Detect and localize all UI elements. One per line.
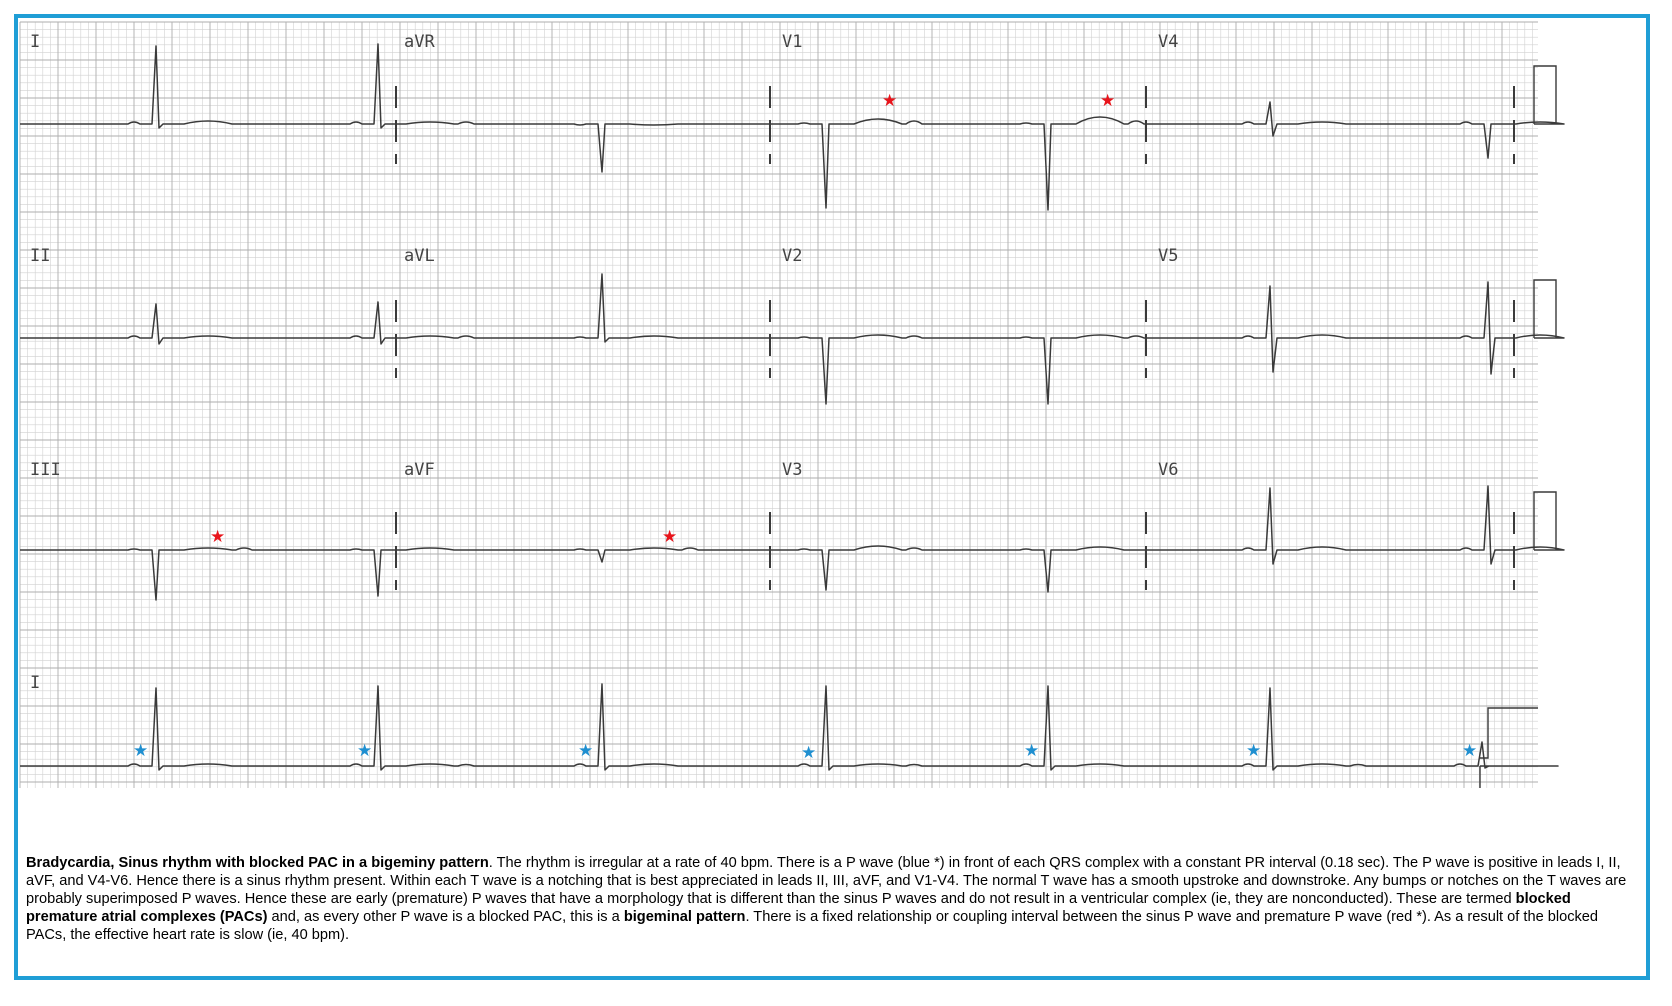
trace-row-3 — [20, 486, 1564, 600]
trace-row-2 — [20, 274, 1564, 404]
figure-caption — [26, 854, 1638, 944]
lead-label-V1: V1 — [782, 32, 803, 52]
trace-row-1 — [20, 44, 1564, 210]
ecg-grid — [20, 22, 1538, 788]
lead-label-aVR: aVR — [404, 32, 435, 52]
lead-label-V2: V2 — [782, 246, 803, 266]
sinus-p-marker: ★ — [357, 741, 373, 761]
sinus-p-marker: ★ — [1246, 741, 1262, 761]
caption-text-2: and, as every other P wave is a blocked PAC, this is a — [267, 909, 624, 925]
lead-label-aVF: aVF — [404, 460, 435, 480]
grid-major — [20, 22, 1538, 788]
sinus-p-marker: ★ — [801, 743, 817, 763]
lead-label-aVL: aVL — [404, 246, 435, 266]
caption-text-1: . The rhythm is irregular at a rate of 40 bpm. There is a P wave (blue *) in front of each QRS complex with a constant PR interval (0.18 sec). The P wave is positive in leads I, II, aVF, and V4-V6. Hence there is a sinus rhythm present. Within each T wave is a notching that is best appreciated in leads II, III, aVF, and V1-V4. The normal T wave has a smooth upstroke and downstroke. Any bumps or notches on the T waves are probably superimposed P waves. Hence these are early (premature) P waves that have a morphology that is different than the sinus P waves and do not result in a ventricular complex (ie, they are nonconducted). These are termed — [26, 855, 1627, 907]
figure-frame — [14, 14, 1650, 980]
caption-text-3: . There is a fixed relationship or coupling interval between the sinus P wave and premature P wave (red *). As a result of the blocked PACs, the effective heart rate is slow (ie, 40 bpm). — [26, 909, 1599, 943]
lead-label-V5: V5 — [1158, 246, 1179, 266]
blocked-pac-marker: ★ — [1100, 91, 1116, 111]
sinus-p-marker: ★ — [1462, 741, 1478, 761]
lead-label-II: II — [30, 246, 51, 266]
blocked-pac-marker: ★ — [882, 91, 898, 111]
ecg-traces — [20, 44, 1564, 788]
calibration-pulse — [1480, 708, 1538, 788]
p-wave-markers — [133, 91, 1477, 763]
caption-term-bigeminal: bigeminal pattern — [623, 909, 746, 925]
lead-label-I: I — [30, 32, 41, 52]
sinus-p-marker: ★ — [1024, 741, 1040, 761]
lead-label-rhythm-I: I — [30, 673, 41, 693]
calibration-pulse — [1534, 280, 1556, 338]
lead-label-V4: V4 — [1158, 32, 1179, 52]
lead-label-V3: V3 — [782, 460, 803, 480]
blocked-pac-marker: ★ — [662, 527, 678, 547]
lead-label-V6: V6 — [1158, 460, 1179, 480]
ecg-tracing — [18, 18, 1646, 838]
lead-label-III: III — [30, 460, 61, 480]
caption-term-blocked-pacs: blocked premature atrial complexes (PACs) — [26, 891, 1571, 925]
caption-title: Bradycardia, Sinus rhythm with blocked PAC in a bigeminy pattern — [26, 855, 489, 871]
calibration-pulse — [1534, 66, 1556, 124]
sinus-p-marker: ★ — [578, 741, 594, 761]
blocked-pac-marker: ★ — [210, 527, 226, 547]
sinus-p-marker: ★ — [133, 741, 149, 761]
